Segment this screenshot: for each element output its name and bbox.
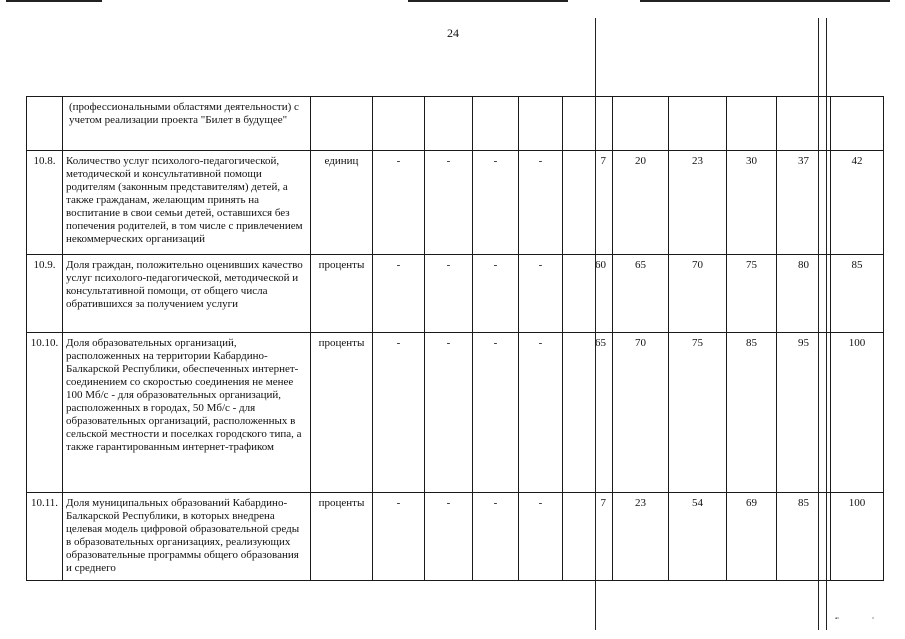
scan-corner-mark: ▪▫ [835,616,840,622]
value-cell: 80 [777,255,831,333]
value-cell: 85 [777,493,831,581]
value-cell [669,97,727,151]
value-cell: - [519,493,563,581]
value-cell [473,97,519,151]
value-cell [727,97,777,151]
value-cell: 30 [727,151,777,255]
value-cell: - [425,333,473,493]
value-cell: - [425,255,473,333]
indicator-text-cell: Количество услуг психолого-педагогической, методической и консультативной помощи родителям (законным представителям) детей, а также гражданам, желающим принять на воспитание в свои семьи детей, оставшихся без попечения родителей, в том числе с привлечением некоммерческих организаций [63,151,311,255]
value-cell: 65 [613,255,669,333]
value-cell: - [519,255,563,333]
value-cell: 85 [727,333,777,493]
value-cell: 20 [613,151,669,255]
value-cell [519,97,563,151]
page-number: 24 [447,26,459,40]
unit-cell: проценты [311,255,373,333]
row-number-cell: 10.8. [27,151,63,255]
scan-top-stroke-right [640,0,890,2]
value-cell: 23 [613,493,669,581]
value-cell: - [473,493,519,581]
value-cell: - [425,493,473,581]
unit-cell: единиц [311,151,373,255]
value-cell: 60 [563,255,613,333]
value-cell: - [373,151,425,255]
indicators-table [26,96,884,581]
value-cell [425,97,473,151]
value-cell [777,97,831,151]
value-cell: 85 [831,255,884,333]
unit-cell [311,97,373,151]
value-cell: - [473,255,519,333]
value-cell [563,97,613,151]
unit-cell: проценты [311,333,373,493]
scan-corner-mark: ▫ [872,616,875,622]
value-cell: - [473,151,519,255]
row-number-cell [27,97,63,151]
table-row-10-10 [27,333,884,493]
value-cell: 65 [563,333,613,493]
value-cell: - [373,333,425,493]
scan-top-stroke-left [6,0,102,2]
value-cell: 37 [777,151,831,255]
unit-cell: проценты [311,493,373,581]
value-cell: 75 [727,255,777,333]
value-cell: 75 [669,333,727,493]
row-number-cell: 10.9. [27,255,63,333]
value-cell: 95 [777,333,831,493]
value-cell: - [519,151,563,255]
value-cell: - [473,333,519,493]
value-cell: 70 [613,333,669,493]
value-cell [831,97,884,151]
value-cell: 7 [563,151,613,255]
indicator-text-cell: Доля образовательных организаций, расположенных на территории Кабардино-Балкарской Республики, обеспеченных интернет-соединением со скоростью соединения не менее 100 Мб/с - для образовательных организаций, расположенных в городах, 50 Мб/с - для образовательных организаций, расположенных в сельской местности и поселках городского типа, а также гарантированным интернет-трафиком [63,333,311,493]
scan-top-stroke-mid [408,0,568,2]
value-cell: 23 [669,151,727,255]
indicator-text-cell: Доля граждан, положительно оценивших качество услуг психолого-педагогической, методической и консультативной помощи, от общего числа обратившихся за получением услуги [63,255,311,333]
value-cell: - [373,493,425,581]
row-number-cell: 10.11. [27,493,63,581]
value-cell: 69 [727,493,777,581]
value-cell [373,97,425,151]
table-row-10-9 [27,255,884,333]
value-cell [613,97,669,151]
value-cell: 7 [563,493,613,581]
value-cell: 54 [669,493,727,581]
value-cell: 42 [831,151,884,255]
indicator-text-cell: (профессиональными областями деятельности) с учетом реализации проекта "Билет в будущее" [63,97,311,151]
value-cell: - [373,255,425,333]
value-cell: - [519,333,563,493]
value-cell: - [425,151,473,255]
indicator-text-cell: Доля муниципальных образований Кабардино-Балкарской Республики, в которых внедрена целевая модель цифровой образовательной среды в образовательных организациях, реализующих образовательные программы общего образования и среднего [63,493,311,581]
value-cell: 100 [831,493,884,581]
table-row-10-11 [27,493,884,581]
value-cell: 100 [831,333,884,493]
value-cell: 70 [669,255,727,333]
table-row-10-8 [27,151,884,255]
table-row-continuation [27,97,884,151]
row-number-cell: 10.10. [27,333,63,493]
